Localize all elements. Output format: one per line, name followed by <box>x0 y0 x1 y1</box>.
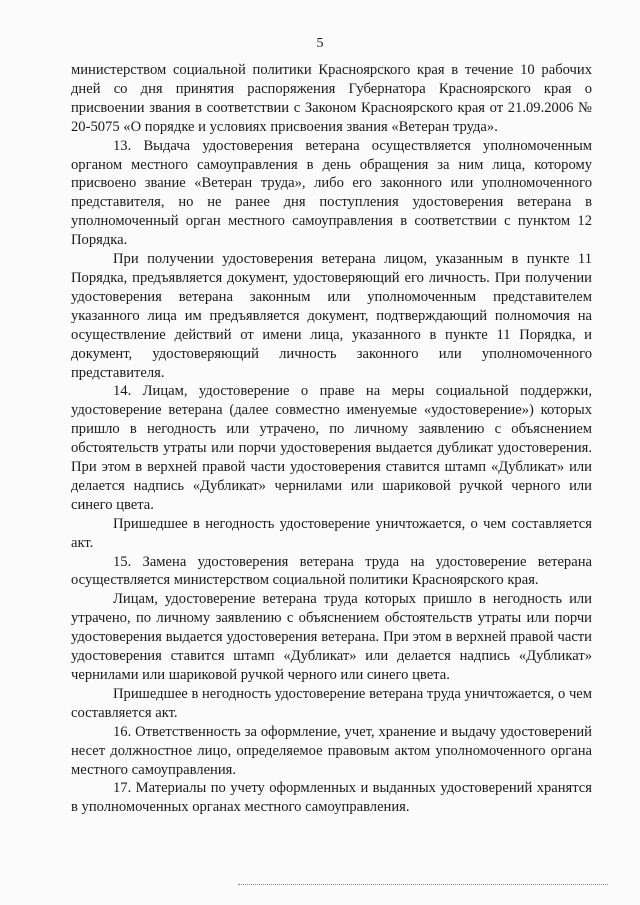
paragraph-item-13-receipt: При получении удостоверения ветерана лицом, указанным в пункте 11 Порядка, предъявляется документ, удостоверяющий его личность. При получении удостоверения ветерана законным или уполномоченным представителем указанного лица им предъявляется документ, подтверждающий полномочия на осуществление действий от имени лица, указанного в пункте 11 Порядка, и документ, удостоверяющий личность законного или уполномоченного представителя. <box>71 251 592 381</box>
paragraph-item-15-lost: Лицам, удостоверение ветерана труда которых пришло в негодность или утрачено, по личному заявлению с объяснением обстоятельств утраты или порчи удостоверения выдается удостоверения ветерана. При этом в верхней правой части удостоверения ставится штамп «Дубликат» или делается надпись «Дубликат» чернилами или шариковой ручкой черного или синего цвета. <box>71 591 592 683</box>
footer-divider <box>238 884 608 885</box>
paragraph-item-13: 13. Выдача удостоверения ветерана осуществляется уполномоченным органом местного самоуправления в день обращения за ним лица, которому присвоено звание «Ветеран труда», либо его законного или уполномоченного представителя, но не ранее дня поступления удостоверения ветерана в уполномоченный орган местного самоуправления в соответствии с пунктом 12 Порядка. <box>71 137 592 249</box>
paragraph-item-14: 14. Лицам, удостоверение о праве на меры социальной поддержки, удостоверение ветерана (далее совместно именуемые «удостоверение») которых пришло в негодность или утрачено, по личному заявлению с объяснением обстоятельств утраты или порчи удостоверения выдается дубликат удостоверения. При этом в верхней правой части удостоверения ставится штамп «Дубликат» или делается надпись «Дубликат» чернилами или шариковой ручкой черного или синего цвета. <box>71 383 592 513</box>
page-number: 5 <box>316 36 324 51</box>
paragraph-continuation: министерством социальной политики Красноярского края в течение 10 рабочих дней со дня принятия распоряжения Губернатора Красноярского края о присвоении звания в соответствии с Законом Красноярского края от 21.09.2006 № 20-5075 «О порядке и условиях присвоения звания «Ветеран труда». <box>71 62 592 135</box>
paragraph-item-16: 16. Ответственность за оформление, учет, хранение и выдачу удостоверений несет должностное лицо, определяемое правовым актом уполномоченного органа местного самоуправления. <box>71 723 592 778</box>
paragraph-item-15: 15. Замена удостоверения ветерана труда на удостоверение ветерана осуществляется министерством социальной политики Красноярского края. <box>71 553 592 589</box>
paragraph-item-17: 17. Материалы по учету оформленных и выданных удостоверений хранятся в уполномоченных органах местного самоуправления. <box>71 780 592 816</box>
paragraph-item-14-destroy: Пришедшее в негодность удостоверение уничтожается, о чем составляется акт. <box>71 515 592 551</box>
document-body <box>71 61 592 817</box>
paragraph-item-15-destroy: Пришедшее в негодность удостоверение ветерана труда уничтожается, о чем составляется акт. <box>71 685 592 721</box>
